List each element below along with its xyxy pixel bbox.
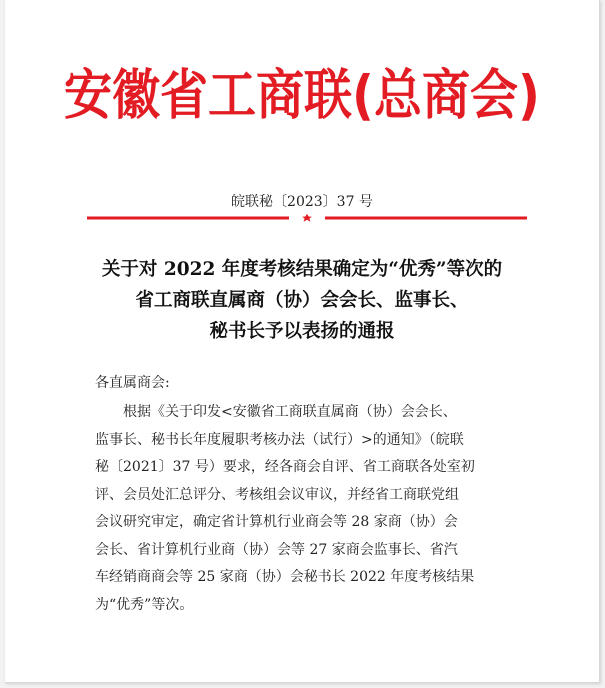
body-line: 根据《关于印发<安徽省工商联直属商（协）会会长、 xyxy=(123,404,457,420)
notice-title xyxy=(5,254,599,347)
salutation: 各直属商会: xyxy=(95,375,170,391)
document-number: 皖联秘〔2023〕37 号 xyxy=(231,194,373,210)
body-line: 为“优秀”等次。 xyxy=(95,596,194,613)
body-line: 车经销商商会等 25 家商（协）会秘书长 2022 年度考核结果 xyxy=(95,569,475,585)
red-divider-with-star xyxy=(87,214,527,222)
body-line: 监事长、秘书长年度履职考核办法（试行）>的通知》（皖联 xyxy=(95,431,464,448)
document-page xyxy=(5,0,600,683)
masthead-org-name: 安徽省工商联(总商会) xyxy=(64,64,540,128)
body-line: 评、会员处汇总评分、考核组会议审议，并经省工商联党组 xyxy=(95,486,459,503)
star-icon xyxy=(302,214,312,222)
body-line: 会长、省计算机行业商（协）会等 27 家商会监事长、省汽 xyxy=(95,541,458,558)
title-line: 秘书长予以表扬的通报 xyxy=(209,321,395,342)
red-divider-right xyxy=(325,217,527,220)
title-line: 关于对 2022 年度考核结果确定为“优秀”等次的 xyxy=(101,259,503,280)
body-line: 会议研究审定，确定省计算机行业商会等 28 家商（协）会 xyxy=(95,514,458,530)
body-paragraph xyxy=(95,399,525,619)
red-divider-left xyxy=(87,217,289,220)
title-line: 省工商联直属商（协）会会长、监事长、 xyxy=(135,290,469,311)
body-line: 秘〔2021〕37 号）要求，经各商会自评、省工商联各处室初 xyxy=(95,459,475,475)
